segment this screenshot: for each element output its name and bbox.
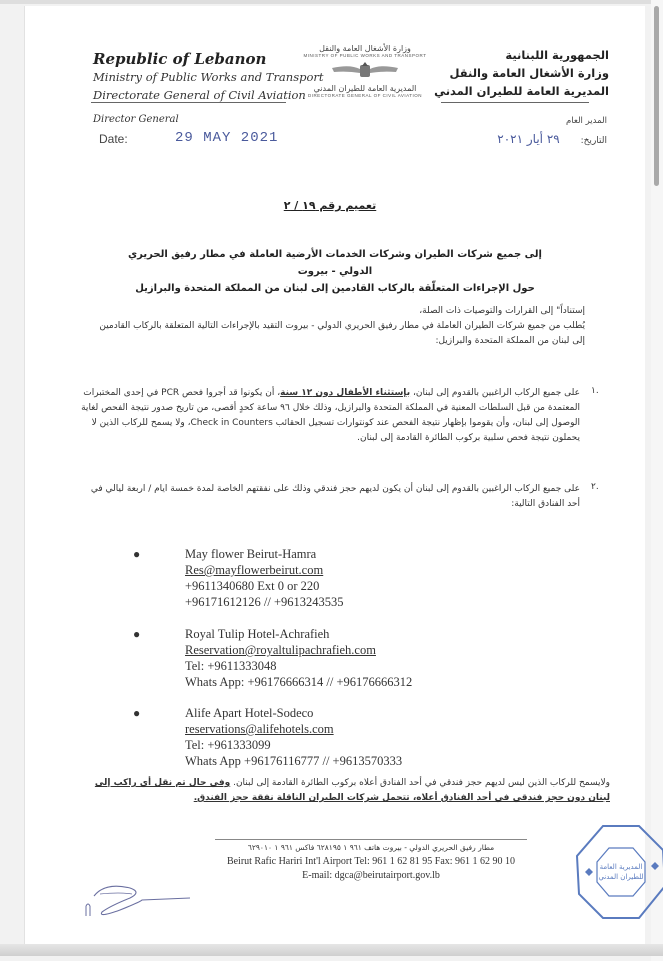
- item-1-post: ، أن يكونوا قد أجروا فحص PCR في إحدى المختبرات المعتمدة من قبل السلطات المعنية في المملكة المتحدة والبرازيل، وذلك خلال ٩٦ ساعة كحدٍ أقصى، من تاريخ صدور نتيجة الفحص لغاية الوصول إلى لبنان، وأن يقوموا بإظهار نتيجة الفحص عند كونتوارات تسجيل الحقائب Check in Counters، ولا يسمح للركاب الذين لا يحملون نتيجة فحص سلبية بركوب الطائرة القادمة إلى لبنان.: [81, 388, 580, 443]
- item-2-paragraph: على جميع الركاب الراغبين بالقدوم إلى لبنان أن يكون لديهم حجز فندقي وذلك على نفقتهم الخاصة لمدة خمسة ايام / اربعة ليالي في أحد الفنادق التالية:: [90, 484, 580, 509]
- intro-line-2: يُطلب من جميع شركات الطيران العاملة في مطار رفيق الحريري الدولي - بيروت التقيد بالإجراءات التالية المتعلقة بالركاب القادمين إلى لبنان من المملكة المتحدة والبرازيل:: [99, 321, 585, 346]
- hotel-name: Alife Apart Hotel-Sodeco: [185, 706, 314, 720]
- intro-paragraph: [85, 304, 585, 349]
- hotel-email-link[interactable]: Res@mayflowerbeirut.com: [185, 563, 324, 577]
- hotel-phone-alt: +96171612126 // +9613243535: [185, 595, 344, 609]
- ministry-logo: [295, 44, 435, 108]
- director-general-ar-label: المدير العام: [566, 116, 607, 126]
- hotel-phone: Tel: +9611333048: [185, 659, 277, 673]
- closing-paragraph: [80, 776, 610, 806]
- window-top-border: [0, 0, 663, 4]
- hotel-phone: +9611340680 Ext 0 or 220: [185, 579, 320, 593]
- letterhead-republic: Republic of Lebanon: [93, 50, 267, 68]
- date-ar: [497, 132, 607, 146]
- signature-icon: [80, 876, 200, 926]
- hotel-name: May flower Beirut-Hamra: [185, 547, 317, 561]
- subject-line-2: حول الإجراءات المتعلّقة بالركاب القادمين إلى لبنان من المملكة المتحدة والبرازيل: [135, 283, 535, 294]
- date-ar-label: التاريخ:: [580, 136, 607, 146]
- circular-title: تعميم رقم ١٩ / ٢: [283, 199, 377, 212]
- bullet-icon: ●: [133, 627, 141, 641]
- hotel-whatsapp: Whats App +96176116777 // +9613570333: [185, 754, 403, 768]
- logo-en-top: MINISTRY OF PUBLIC WORKS AND TRANSPORT: [303, 53, 427, 58]
- official-stamp-icon: [573, 822, 663, 922]
- letterhead-ar-ministry: وزارة الأشغال العامة والنقل: [449, 66, 609, 80]
- director-general-label: Director General: [93, 114, 179, 125]
- footer-ar-address: مطار رفيق الحريري الدولي - بيروت هاتف ٩٦١ ١ ٦٢٨١٩٥ فاكس ٩٦١ ١ ٦٢٩٠١٠: [247, 843, 495, 852]
- hotel-phone: Tel: +961333099: [185, 738, 271, 752]
- item-2-number: ٢.: [591, 482, 599, 492]
- letterhead-ar-directorate: المديرية العامة للطيران المدني: [434, 84, 609, 98]
- logo-en-bottom: DIRECTORATE GENERAL OF CIVIL AVIATION: [307, 93, 423, 98]
- wings-emblem-icon: [330, 60, 400, 82]
- horizontal-scrollbar[interactable]: [0, 944, 663, 956]
- footer: [195, 841, 547, 883]
- letterhead-directorate: Directorate General of Civil Aviation: [93, 88, 306, 102]
- letterhead-arabic: [434, 46, 609, 100]
- hotel-whatsapp: Whats App: +96176666314 // +96176666312: [185, 675, 413, 689]
- logo-ar-bottom: المديرية العامة للطيران المدني: [313, 84, 417, 93]
- circular-subject: [125, 246, 545, 297]
- letterhead-english: [93, 50, 324, 104]
- vertical-scrollbar-thumb[interactable]: [654, 6, 659, 186]
- footer-email: E-mail: dgca@beirutairport.gov.lb: [302, 870, 440, 881]
- item-1-number: ١.: [591, 386, 599, 396]
- letterhead-divider: [91, 102, 286, 103]
- letterhead-ministry: Ministry of Public Works and Transport: [93, 70, 324, 84]
- footer-divider: [215, 839, 527, 840]
- item-1-pre: على جميع الركاب الراغبين بالقدوم إلى لبنان،: [410, 388, 580, 398]
- date-ar-value: ٢٩ أيار ٢٠٢١: [497, 132, 560, 146]
- closing-emphasis: وفي حال تم نقل أي راكب إلى لبنان دون حجز فندقي في أحد الفنادق أعلاه، تتحمل شركات الطيران الناقلة نفقة حجز الفندق.: [94, 778, 610, 803]
- letterhead-ar-republic: الجمهورية اللبنانية: [505, 48, 609, 62]
- bullet-icon: ●: [133, 706, 141, 720]
- intro-line-1: إستناداً" إلى القرارات والتوصيات ذات الصلة،: [419, 306, 585, 316]
- item-1-paragraph: [80, 386, 580, 446]
- svg-text:المديرية العامة: المديرية العامة: [599, 863, 643, 871]
- subject-line-1: إلى جميع شركات الطيران وشركات الخدمات الأرضية العاملة في مطار رفيق الحريري الدولي - بيروت: [128, 249, 542, 277]
- logo-ar-top: وزارة الأشغال العامة والنقل: [319, 44, 411, 53]
- svg-text:للطيران المدني: للطيران المدني: [598, 873, 644, 881]
- date-label: Date:: [99, 132, 128, 146]
- bullet-icon: ●: [133, 547, 141, 561]
- document-page: [24, 6, 645, 944]
- item-1-emphasis: بإستثناء الأطفال دون ١٢ سنة: [280, 388, 411, 398]
- closing-pre: ولايسمح للركاب الذين ليس لديهم حجز فندقي في أحد الفنادق أعلاه بركوب الطائرة القادمة إلى لبنان.: [230, 778, 610, 788]
- hotel-email-link[interactable]: reservations@alifehotels.com: [185, 722, 334, 736]
- date-stamp: 29 MAY 2021: [175, 130, 279, 146]
- hotel-email-link[interactable]: Reservation@royaltulipachrafieh.com: [185, 643, 376, 657]
- footer-en-address: Beirut Rafic Hariri Int'l Airport Tel: 961 1 62 81 95 Fax: 961 1 62 90 10: [226, 856, 516, 867]
- letterhead-ar-divider: [441, 102, 589, 103]
- circular-number: [255, 199, 405, 212]
- hotel-name: Royal Tulip Hotel-Achrafieh: [185, 627, 330, 641]
